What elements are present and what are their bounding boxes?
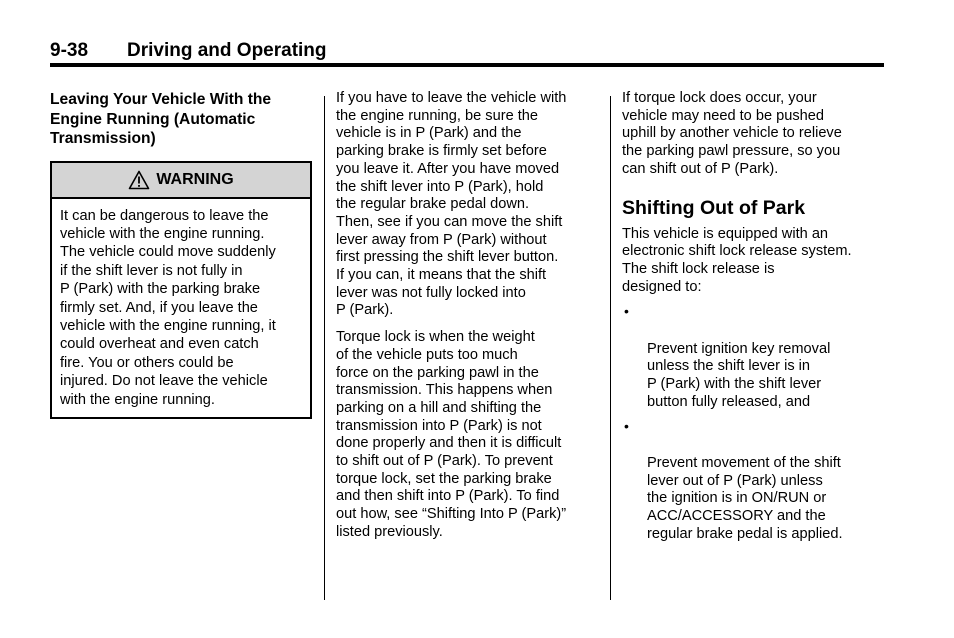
list-item — [622, 305, 884, 411]
warning-header — [52, 163, 310, 199]
paragraph: If torque lock does occur, your vehicle may need to be pushed uphill by another vehicle to relieve the parking pawl pressure, so you can shift out of P (Park). — [622, 90, 842, 177]
bullet-icon: • — [624, 303, 629, 320]
column-right — [622, 90, 884, 551]
column-divider — [610, 96, 611, 600]
warning-text: It can be dangerous to leave the vehicle with the engine running. The vehicle could move suddenly if the shift lever is not fully in P (Park) with the parking brake firmly set. And, if you leave the vehicle with the engine running, it could overheat and even catch fire. You or others could be injured. Do not leave the vehicle with the engine running. — [60, 207, 276, 408]
paragraph: If you have to leave the vehicle with the engine running, be sure the vehicle is in P (Park) and the parking brake is firmly set before you leave it. After you have moved the shift lever into P (Park), hold the regular brake pedal down. Then, see if you can move the shift lever away from P (Park) without first pressing the shift lever button. If you can, it means that the shift lever was not fully locked into P (Park). — [336, 90, 567, 319]
subheading: Leaving Your Vehicle With the Engine Running (Automatic Transmission) — [50, 91, 272, 147]
list-item — [622, 417, 884, 544]
header-rule — [50, 63, 884, 67]
column-divider — [324, 96, 325, 600]
column-middle — [336, 90, 598, 551]
warning-box — [50, 161, 312, 419]
page-number: 9-38 — [50, 40, 89, 61]
bullet-icon: • — [624, 417, 629, 434]
warning-triangle-icon — [128, 170, 150, 190]
page-header — [50, 38, 884, 64]
warning-label: WARNING — [156, 170, 234, 188]
paragraph: This vehicle is equipped with an electronic shift lock release system. The shift lock release is designed to: — [622, 225, 852, 295]
section-heading: Shifting Out of Park — [622, 196, 806, 219]
column-left — [50, 90, 312, 419]
list-item-text: Prevent ignition key removal unless the shift lever is in P (Park) with the shift lever button fully released, and — [647, 340, 831, 410]
section-title: Driving and Operating — [127, 40, 327, 61]
list-item-text: Prevent movement of the shift lever out of P (Park) unless the ignition is in ON/RUN or ACC/ACCESSORY and the regular brake pedal is applied. — [647, 454, 843, 542]
paragraph: Torque lock is when the weight of the vehicle puts too much force on the parking pawl in the transmission. This happens when parking on a hill and shifting the transmission into P (Park) is not done properly and then it is difficult to shift out of P (Park). To prevent torque lock, set the parking brake and then shift into P (Park). To find out how, see “Shifting Into P (Park)” listed previously. — [336, 329, 567, 540]
